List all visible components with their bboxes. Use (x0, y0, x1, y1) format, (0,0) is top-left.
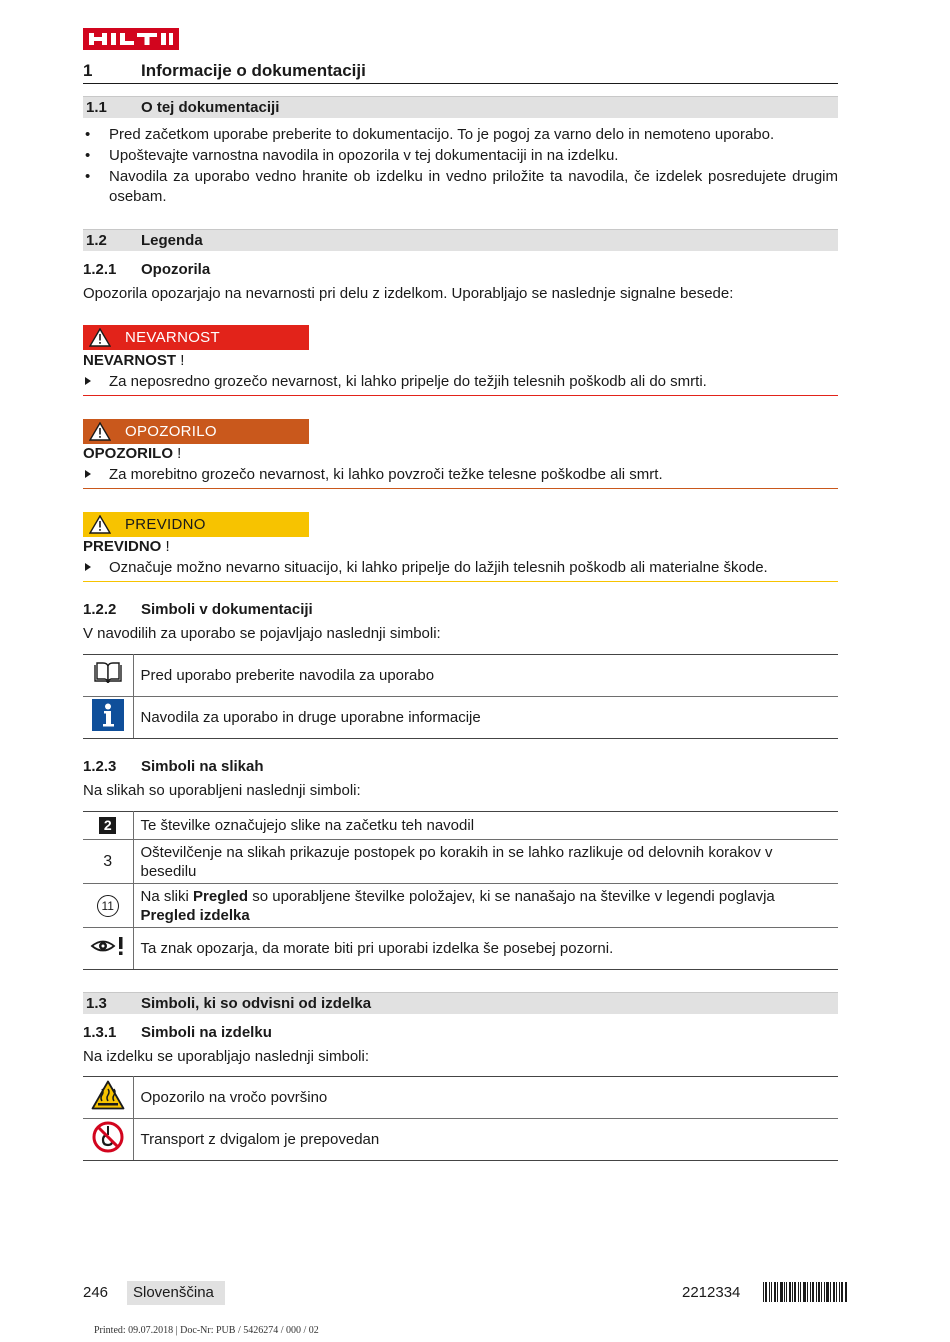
manual-book-icon (83, 655, 133, 697)
text-run: Na sliki (140, 887, 194, 905)
info-icon (83, 697, 133, 739)
subsection-heading-1-2-2 (83, 601, 838, 621)
table-cell: Pred uporabo preberite navodila za uporabo (133, 655, 838, 697)
position-number-icon (83, 884, 133, 928)
barcode (763, 1282, 847, 1302)
signal-word (83, 537, 483, 557)
subsection-number: 1.2.1 (83, 261, 117, 278)
signal-description (83, 558, 838, 582)
signal-label-text: NEVARNOST (125, 329, 220, 346)
caution-signal-label (83, 512, 309, 537)
eye-attention-icon (83, 928, 133, 970)
table-cell: Oštevilčenje na slikah prikazuje postopek po korakih in se lahko razlikuje od delovnih korakov v besedilu (133, 840, 838, 884)
intro-text: Na slikah so uporabljeni naslednji simboli: (83, 782, 361, 799)
signal-word-suffix: ! (161, 538, 170, 555)
warning-triangle-icon (89, 422, 111, 445)
step-number-icon (83, 840, 133, 884)
arrow-bullet-icon (85, 563, 91, 571)
intro-text: Opozorila opozarjajo na nevarnosti pri delu z izdelkom. Uporabljajo se naslednje signalne besede: (83, 285, 734, 302)
no-crane-transport-icon (83, 1119, 133, 1161)
chapter-number: 1 (83, 61, 93, 80)
table-cell (133, 884, 838, 928)
bold-term: Pregled (193, 887, 249, 905)
chapter-heading (83, 59, 838, 84)
table-row (83, 1119, 838, 1161)
section-title: Simboli, ki so odvisni od izdelka (141, 995, 372, 1012)
hot-surface-warning-icon (83, 1077, 133, 1119)
table-row (83, 655, 838, 697)
subsection-title: Simboli na izdelku (141, 1024, 272, 1041)
signal-word-bold: NEVARNOST (83, 352, 177, 369)
signal-word (83, 351, 483, 371)
subsection-heading-1-3-1 (83, 1024, 838, 1044)
section-heading-1-3 (83, 992, 838, 1014)
figure-symbols-table (83, 811, 838, 970)
table-row (83, 928, 838, 970)
signal-description-text: Za morebitno grozečo nevarnost, ki lahko povzroči težke telesne poškodbe ali smrt. (109, 466, 663, 483)
table-row (83, 884, 838, 928)
chapter-title: Informacije o dokumentaciji (141, 61, 366, 80)
language-label: Slovenščina (127, 1281, 225, 1305)
table-row (83, 697, 838, 739)
arrow-bullet-icon (85, 377, 91, 385)
table-cell: Te številke označujejo slike na začetku teh navodil (133, 812, 838, 840)
list-item: • Pred začetkom uporabe preberite to dokumentacijo. To je pogoj za varno delo in nemoteno uporabo. (83, 125, 838, 145)
table-row (83, 840, 838, 884)
list-item: • Upoštevajte varnostna navodila in opozorila v tej dokumentaciji in na izdelku. (83, 146, 838, 166)
subsection-title: Simboli v dokumentaciji (141, 601, 313, 618)
signal-word-bold: PREVIDNO (83, 538, 162, 555)
subsection-number: 1.2.3 (83, 758, 117, 775)
product-symbols-table (83, 1076, 838, 1161)
warning-triangle-icon (89, 328, 111, 351)
table-cell: Navodila za uporabo in druge uporabne informacije (133, 697, 838, 739)
table-cell: Opozorilo na vročo površino (133, 1077, 838, 1119)
section-number: 1.3 (86, 995, 107, 1012)
signal-word (83, 444, 483, 464)
bold-term: Pregled izdelka (140, 906, 250, 924)
table-cell: Ta znak opozarja, da morate biti pri uporabi izdelka še posebej pozorni. (133, 928, 838, 970)
section-heading-1-2 (83, 229, 838, 251)
signal-label-text: OPOZORILO (125, 423, 217, 440)
signal-word-bold: OPOZORILO (83, 445, 173, 462)
hilti-logo (83, 28, 179, 50)
signal-label-text: PREVIDNO (125, 516, 206, 533)
table-cell: Transport z dvigalom je prepovedan (133, 1119, 838, 1161)
subsection-heading-1-2-3 (83, 758, 838, 778)
section-title: O tej dokumentaciji (141, 99, 280, 116)
section-title: Legenda (141, 232, 203, 249)
intro-text: Na izdelku se uporabljajo naslednji simboli: (83, 1048, 369, 1065)
section-number: 1.1 (86, 99, 107, 116)
signal-description-text: Za neposredno grozečo nevarnost, ki lahko pripelje do težjih telesnih poškodb ali do smrti. (109, 373, 707, 390)
text-run: so uporabljene številke položajev, ki se nanašajo na številke v legendi poglavja (248, 887, 775, 905)
signal-description (83, 372, 838, 396)
page-number: 246 (83, 1284, 109, 1301)
section-heading-1-1 (83, 96, 838, 118)
subsection-number: 1.2.2 (83, 601, 117, 618)
warning-triangle-icon (89, 515, 111, 538)
position-number-circle: 11 (97, 895, 119, 917)
signal-word-suffix: ! (173, 445, 182, 462)
intro-text: V navodilih za uporabo se pojavljajo naslednji simboli: (83, 625, 441, 642)
signal-word-suffix: ! (176, 352, 185, 369)
danger-signal-label (83, 325, 309, 350)
figure-number-icon (83, 812, 133, 840)
document-number: 2212334 (682, 1284, 741, 1301)
list-item: • Navodila za uporabo vedno hranite ob izdelku in vedno priložite ta navodila, če izdelek posredujete drugim osebam. (83, 167, 838, 207)
section-number: 1.2 (86, 232, 107, 249)
step-number: 3 (103, 853, 113, 870)
subsection-heading-1-2-1 (83, 261, 838, 281)
arrow-bullet-icon (85, 470, 91, 478)
warning-signal-label (83, 419, 309, 444)
figure-number-badge: 2 (99, 817, 116, 834)
print-info: Printed: 09.07.2018 | Doc-Nr: PUB / 5426274 / 000 / 02 (94, 1325, 319, 1336)
signal-description (83, 465, 838, 489)
signal-description-text: Označuje možno nevarno situacijo, ki lahko pripelje do lažjih telesnih poškodb ali materialne škode. (109, 559, 768, 576)
subsection-title: Opozorila (141, 261, 211, 278)
table-row (83, 1077, 838, 1119)
documentation-symbols-table (83, 654, 838, 739)
table-row (83, 812, 838, 840)
subsection-number: 1.3.1 (83, 1024, 117, 1041)
subsection-title: Simboli na slikah (141, 758, 264, 775)
bullet-list (83, 125, 838, 208)
